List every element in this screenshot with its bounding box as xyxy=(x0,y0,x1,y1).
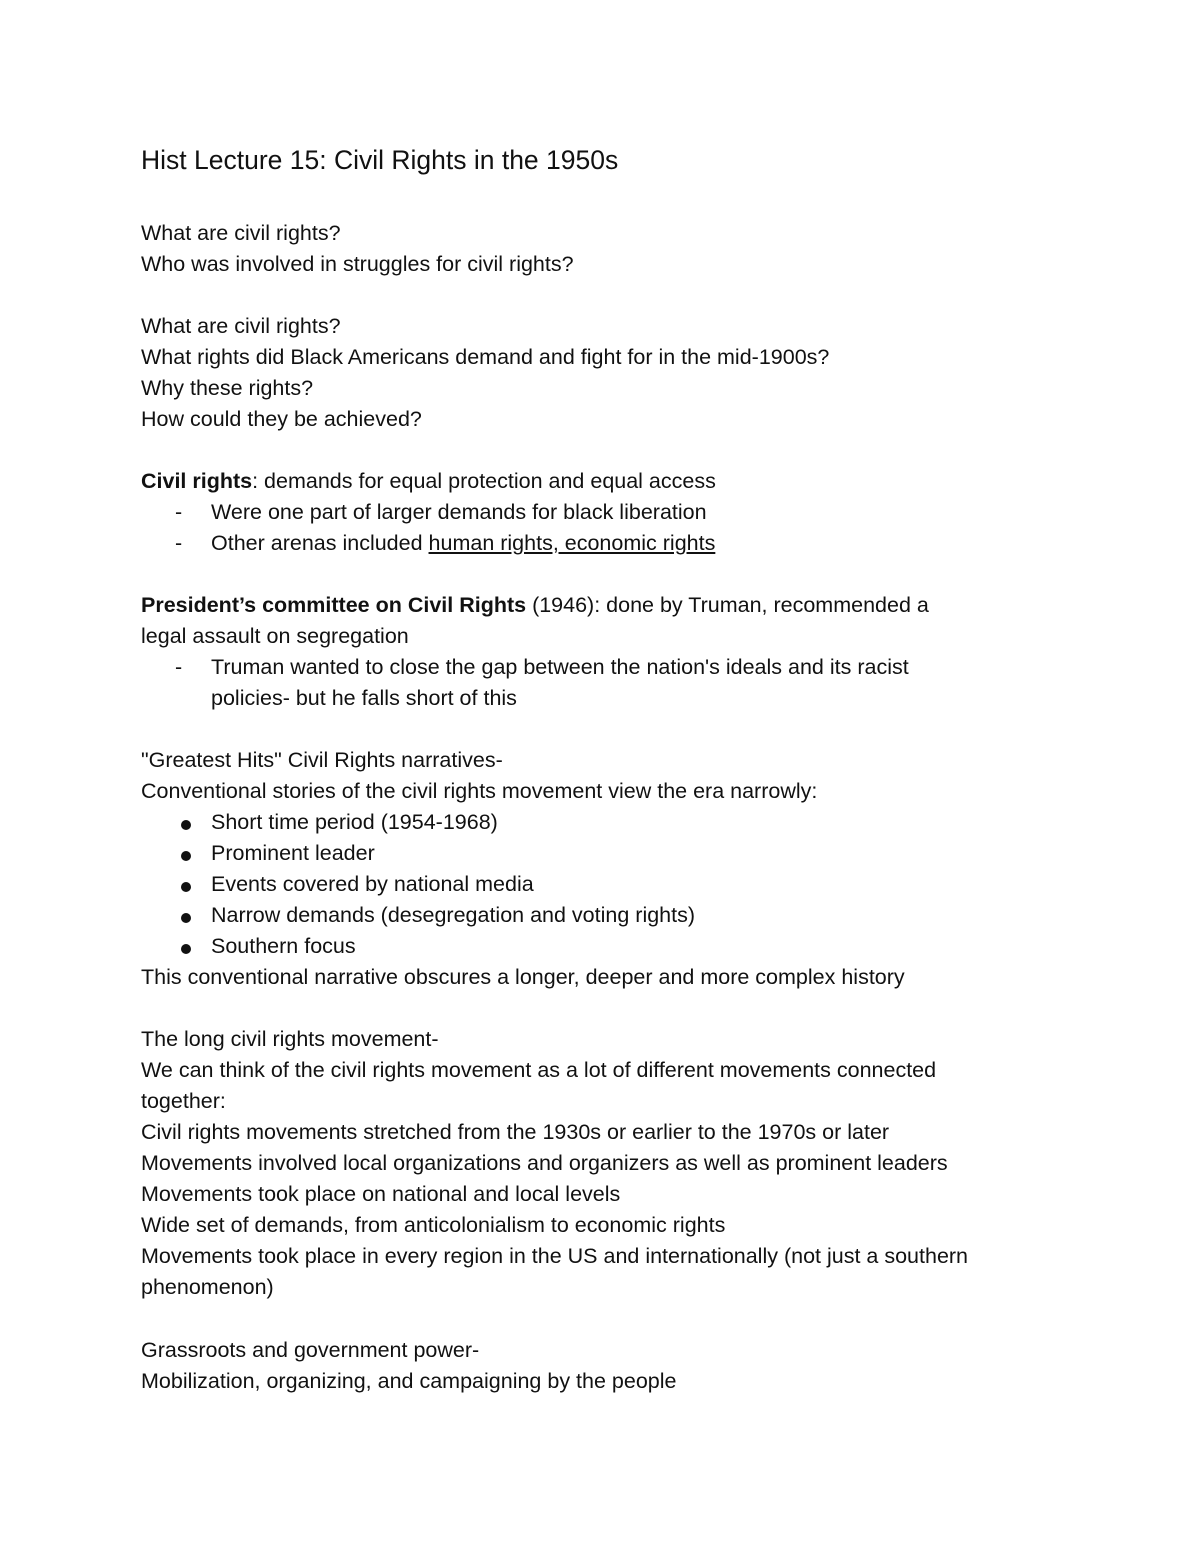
committee-point-text: Truman wanted to close the gap between the nation's ideals and its racist xyxy=(211,655,909,679)
bullet-text: Short time period (1954-1968) xyxy=(211,810,498,834)
civil-rights-point-text xyxy=(211,528,715,559)
bullet-dot xyxy=(181,944,191,954)
bullet-dot xyxy=(181,820,191,830)
bullet-item xyxy=(141,900,1041,931)
body-line: together: xyxy=(141,1089,226,1113)
question: Why these rights? xyxy=(141,376,314,400)
intro-question: Who was involved in struggles for civil rights? xyxy=(141,252,574,276)
bullet-item xyxy=(141,838,1041,869)
bullet-dot xyxy=(181,913,191,923)
section-heading: The long civil rights movement- xyxy=(141,1027,439,1051)
bullet-item xyxy=(141,869,1041,900)
bullet-item xyxy=(141,807,1041,838)
body-line: Wide set of demands, from anticolonialism to economic rights xyxy=(141,1213,726,1237)
body-line: Movements took place in every region in the US and internationally (not just a southern xyxy=(141,1244,969,1268)
question: What rights did Black Americans demand and fight for in the mid-1900s? xyxy=(141,345,830,369)
bullet-dot xyxy=(181,851,191,861)
body-line: Movements involved local organizations and organizers as well as prominent leaders xyxy=(141,1151,948,1175)
civil-rights-definition-text: : demands for equal protection and equal access xyxy=(252,469,716,493)
question: What are civil rights? xyxy=(141,314,341,338)
committee-line: legal assault on segregation xyxy=(141,624,409,648)
page-title: Hist Lecture 15: Civil Rights in the 1950s xyxy=(141,145,619,175)
bullet-item xyxy=(141,931,1041,962)
body-line: Mobilization, organizing, and campaigning by the people xyxy=(141,1369,677,1393)
dash-marker: - xyxy=(175,531,183,555)
question: How could they be achieved? xyxy=(141,407,422,431)
bullet-dot xyxy=(181,882,191,892)
section-intro: Conventional stories of the civil rights movement view the era narrowly: xyxy=(141,779,818,803)
body-line: Civil rights movements stretched from the 1930s or earlier to the 1970s or later xyxy=(141,1120,890,1144)
civil-rights-point-text: Were one part of larger demands for black liberation xyxy=(211,500,707,524)
body-line: Movements took place on national and local levels xyxy=(141,1182,621,1206)
body-line: We can think of the civil rights movement as a lot of different movements connected xyxy=(141,1058,937,1082)
bullet-text: Prominent leader xyxy=(211,841,375,865)
point-prefix: Other arenas included xyxy=(211,531,429,555)
civil-rights-definition xyxy=(141,466,716,497)
section-heading: "Greatest Hits" Civil Rights narratives- xyxy=(141,748,503,772)
section-conclusion: This conventional narrative obscures a longer, deeper and more complex history xyxy=(141,965,905,989)
dash-marker: - xyxy=(175,655,183,679)
intro-question: What are civil rights? xyxy=(141,221,341,245)
section-heading: Grassroots and government power- xyxy=(141,1338,480,1362)
bullet-text: Events covered by national media xyxy=(211,872,534,896)
committee-description: (1946): done by Truman, recommended a xyxy=(526,593,929,617)
bullet-text: Southern focus xyxy=(211,934,356,958)
committee-term: President’s committee on Civil Rights xyxy=(141,593,527,617)
committee-point-text: policies- but he falls short of this xyxy=(211,686,517,710)
bullet-text: Narrow demands (desegregation and voting rights) xyxy=(211,903,696,927)
body-line: phenomenon) xyxy=(141,1275,274,1299)
committee-line xyxy=(141,590,929,621)
dash-marker: - xyxy=(175,500,183,524)
underlined-text: human rights, economic rights xyxy=(428,531,716,555)
civil-rights-term: Civil rights xyxy=(141,469,253,493)
